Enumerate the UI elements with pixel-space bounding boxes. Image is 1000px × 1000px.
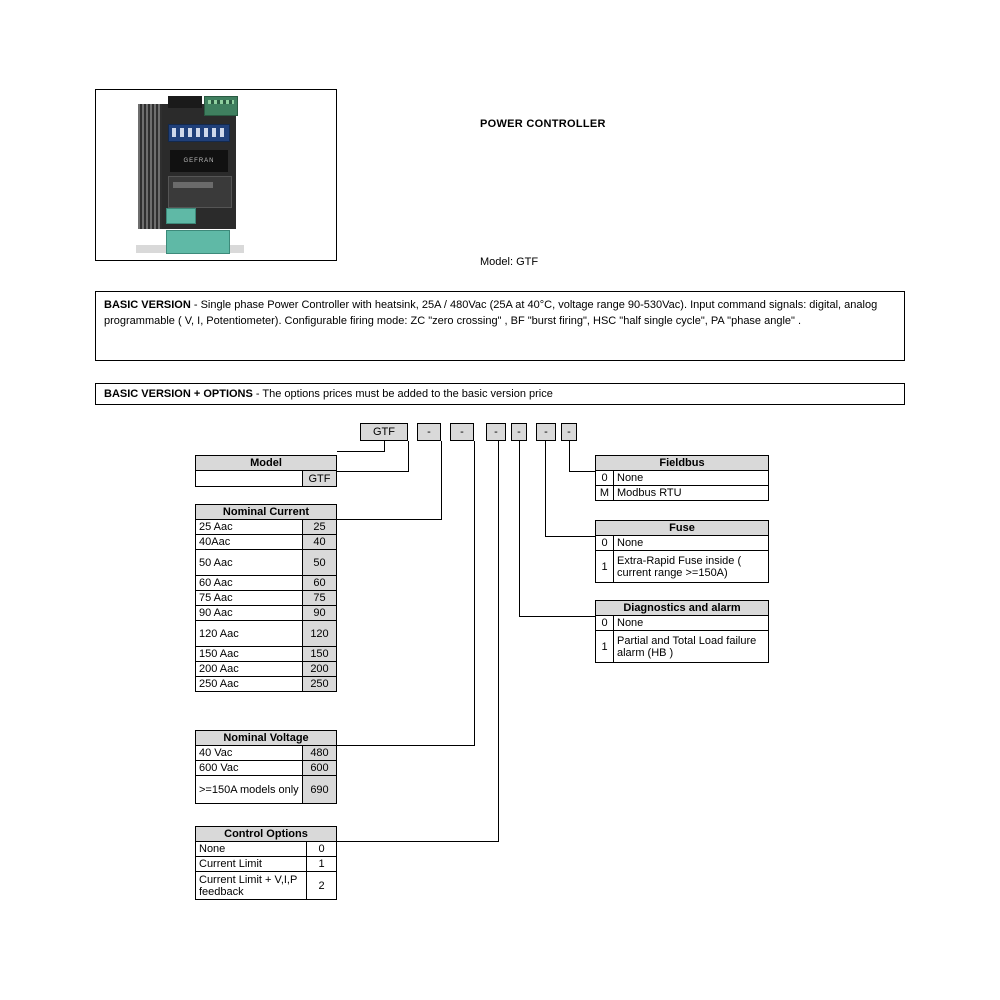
fuse-label-0: None <box>614 536 769 551</box>
voltage-code-1: 600 <box>303 761 337 776</box>
diagnostics-code-1: 1 <box>596 631 614 663</box>
current-label-0: 25 Aac <box>196 520 303 535</box>
basic-options-text: - The options prices must be added to the basic version price <box>252 388 553 400</box>
fuse-label-1: Extra-Rapid Fuse inside ( current range >=150A) <box>614 551 769 583</box>
table-row <box>196 842 337 857</box>
table-row <box>196 827 337 842</box>
table-row <box>196 471 337 487</box>
connector-diag-v <box>519 441 520 616</box>
table-model <box>195 455 337 487</box>
connector-fieldbus-v <box>569 441 570 471</box>
current-code-5: 90 <box>303 606 337 621</box>
fuse-code-0: 0 <box>596 536 614 551</box>
current-label-2: 50 Aac <box>196 550 303 576</box>
current-code-6: 120 <box>303 621 337 647</box>
table-row <box>196 872 337 900</box>
connector-fuse-h <box>545 536 595 537</box>
control-label-0: None <box>196 842 307 857</box>
current-code-3: 60 <box>303 576 337 591</box>
table-row <box>196 576 337 591</box>
current-code-8: 200 <box>303 662 337 677</box>
table-row <box>596 616 769 631</box>
fieldbus-code-0: 0 <box>596 471 614 486</box>
product-photo <box>95 89 337 261</box>
table-model-title: Model <box>196 456 337 471</box>
connector-control-h <box>337 841 499 842</box>
product-photo-illustration <box>96 90 336 260</box>
table-row <box>596 486 769 501</box>
control-code-1: 1 <box>307 857 337 872</box>
current-code-7: 150 <box>303 647 337 662</box>
current-label-7: 150 Aac <box>196 647 303 662</box>
control-code-2: 2 <box>307 872 337 900</box>
diagnostics-label-1: Partial and Total Load failure alarm (HB ) <box>614 631 769 663</box>
code-separator-4: - <box>511 423 527 441</box>
voltage-code-0: 480 <box>303 746 337 761</box>
voltage-label-1: 600 Vac <box>196 761 303 776</box>
basic-version-options-description <box>95 383 905 405</box>
basic-version-text: - Single phase Power Controller with heatsink, 25A / 480Vac (25A at 40°C, voltage range 90-530Vac). Input command signals: digital, analog programmable ( V, I, Potentiometer). Configurable firing mode: ZC "zero crossing" , BF "burst firing", HSC "half single cycle", PA "phase angle" . <box>104 299 878 327</box>
table-row <box>196 647 337 662</box>
code-separator-2: - <box>450 423 474 441</box>
table-row <box>196 606 337 621</box>
current-code-9: 250 <box>303 677 337 692</box>
control-label-2: Current Limit + V,I,P feedback <box>196 872 307 900</box>
table-diagnostics-title: Diagnostics and alarm <box>596 601 769 616</box>
code-separator-3: - <box>486 423 506 441</box>
connector-voltage-h <box>337 745 475 746</box>
table-row <box>196 746 337 761</box>
table-row <box>196 550 337 576</box>
basic-version-description <box>95 291 905 361</box>
current-code-0: 25 <box>303 520 337 535</box>
connector-diag-h <box>519 616 595 617</box>
table-fieldbus-title: Fieldbus <box>596 456 769 471</box>
connector-current-h <box>337 519 442 520</box>
connector-model-h <box>337 451 385 452</box>
diagnostics-label-0: None <box>614 616 769 631</box>
table-control-options <box>195 826 337 900</box>
table-nominal-voltage <box>195 730 337 804</box>
code-cell-model: GTF <box>360 423 408 441</box>
connector-current-v <box>441 441 442 519</box>
voltage-code-2: 690 <box>303 776 337 804</box>
page-title: POWER CONTROLLER <box>480 118 606 130</box>
table-row <box>196 857 337 872</box>
code-separator-5: - <box>536 423 556 441</box>
table-fuse-title: Fuse <box>596 521 769 536</box>
fieldbus-code-1: M <box>596 486 614 501</box>
connector-voltage-v <box>474 441 475 745</box>
control-code-0: 0 <box>307 842 337 857</box>
current-label-4: 75 Aac <box>196 591 303 606</box>
control-label-1: Current Limit <box>196 857 307 872</box>
table-row <box>196 535 337 550</box>
table-row <box>596 536 769 551</box>
table-row <box>596 601 769 616</box>
table-row <box>596 631 769 663</box>
fieldbus-label-1: Modbus RTU <box>614 486 769 501</box>
current-label-8: 200 Aac <box>196 662 303 677</box>
model-caption: Model: GTF <box>480 256 539 268</box>
fuse-code-1: 1 <box>596 551 614 583</box>
current-code-1: 40 <box>303 535 337 550</box>
table-fuse <box>595 520 769 583</box>
table-row <box>596 471 769 486</box>
table-nominal-current <box>195 504 337 692</box>
device-brand-label: GEFRAN <box>170 150 228 172</box>
fieldbus-label-0: None <box>614 471 769 486</box>
table-row <box>196 591 337 606</box>
model-row-label <box>196 471 303 487</box>
current-label-5: 90 Aac <box>196 606 303 621</box>
table-row <box>196 621 337 647</box>
table-row <box>196 731 337 746</box>
table-row <box>196 776 337 804</box>
current-label-9: 250 Aac <box>196 677 303 692</box>
table-row <box>196 505 337 520</box>
table-row <box>196 677 337 692</box>
table-row <box>596 521 769 536</box>
code-separator-6: - <box>561 423 577 441</box>
current-code-4: 75 <box>303 591 337 606</box>
table-nominal-current-title: Nominal Current <box>196 505 337 520</box>
connector-control-v <box>498 441 499 841</box>
code-separator-1: - <box>417 423 441 441</box>
connector-model-v1 <box>384 441 385 451</box>
voltage-label-0: 40 Vac <box>196 746 303 761</box>
basic-version-label: BASIC VERSION <box>104 299 191 311</box>
current-label-1: 40Aac <box>196 535 303 550</box>
table-row <box>196 520 337 535</box>
model-row-code: GTF <box>303 471 337 487</box>
table-control-options-title: Control Options <box>196 827 337 842</box>
connector-model-v2 <box>408 441 409 471</box>
table-row <box>596 551 769 583</box>
voltage-label-2: >=150A models only <box>196 776 303 804</box>
table-nominal-voltage-title: Nominal Voltage <box>196 731 337 746</box>
current-label-3: 60 Aac <box>196 576 303 591</box>
table-row <box>196 761 337 776</box>
table-row <box>596 456 769 471</box>
connector-fuse-v <box>545 441 546 536</box>
table-row <box>196 456 337 471</box>
table-row <box>196 662 337 677</box>
current-label-6: 120 Aac <box>196 621 303 647</box>
diagnostics-code-0: 0 <box>596 616 614 631</box>
current-code-2: 50 <box>303 550 337 576</box>
connector-model-h2 <box>337 471 409 472</box>
basic-options-label: BASIC VERSION + OPTIONS <box>104 388 253 400</box>
table-fieldbus <box>595 455 769 501</box>
table-diagnostics <box>595 600 769 663</box>
connector-fieldbus-h <box>569 471 595 472</box>
